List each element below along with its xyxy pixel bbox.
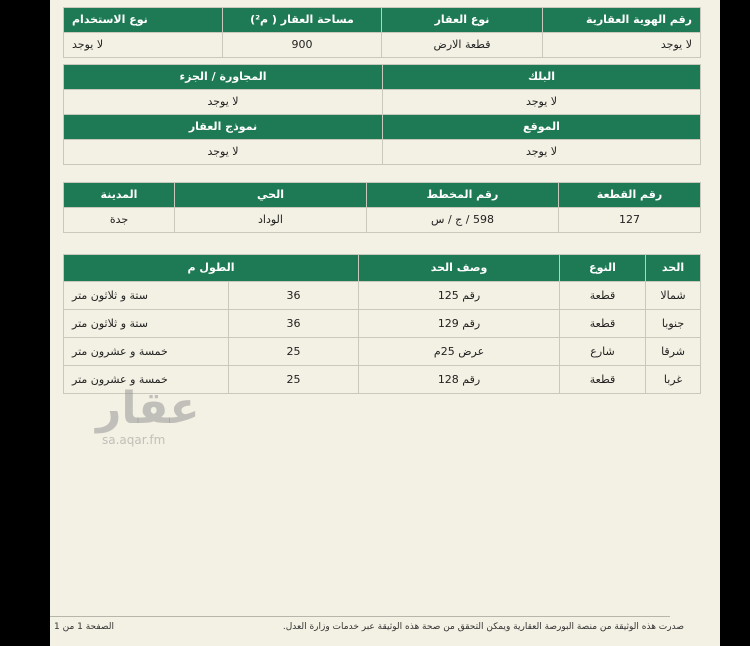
value-neighborhood-part: لا يوجد xyxy=(64,90,383,115)
table-row xyxy=(64,282,701,310)
header-district: الحي xyxy=(175,183,367,208)
header-plan-number: رقم المخطط xyxy=(367,183,559,208)
boundary-length-number: 36 xyxy=(229,282,359,310)
header-property-area: مساحة العقار ( م²) xyxy=(223,8,382,33)
boundary-description: رقم 128 xyxy=(359,366,560,394)
table-row xyxy=(64,338,701,366)
header-boundary-description: وصف الحد xyxy=(359,255,560,282)
boundary-length-text: ستة و ثلاثون متر xyxy=(64,282,229,310)
value-usage-type: لا يوجد xyxy=(64,33,223,58)
value-block: لا يوجد xyxy=(383,90,701,115)
footer-page-number: الصفحة 1 من 1 xyxy=(54,622,114,632)
header-length: الطول م xyxy=(64,255,359,282)
table-row xyxy=(64,310,701,338)
value-plan-number: 598 / ج / س xyxy=(367,208,559,233)
value-property-area: 900 xyxy=(223,33,382,58)
value-property-model: لا يوجد xyxy=(64,140,383,165)
value-city: جدة xyxy=(64,208,175,233)
footer-divider xyxy=(50,616,670,617)
boundaries-table xyxy=(63,254,701,394)
boundary-type: قطعة xyxy=(560,366,646,394)
boundary-type: قطعة xyxy=(560,310,646,338)
boundary-length-text: ستة و ثلاثون متر xyxy=(64,310,229,338)
boundary-length-text: خمسة و عشرون متر xyxy=(64,366,229,394)
boundary-length-number: 36 xyxy=(229,310,359,338)
boundary-side: جنوبا xyxy=(646,310,701,338)
header-block: البلك xyxy=(383,65,701,90)
header-usage-type: نوع الاستخدام xyxy=(64,8,223,33)
value-district: الوداد xyxy=(175,208,367,233)
boundary-length-number: 25 xyxy=(229,338,359,366)
plot-table xyxy=(63,182,701,233)
boundary-description: رقم 125 xyxy=(359,282,560,310)
header-property-id: رقم الهوية العقارية xyxy=(543,8,701,33)
location-table xyxy=(63,64,701,165)
value-property-id: لا يوجد xyxy=(543,33,701,58)
boundary-length-text: خمسة و عشرون متر xyxy=(64,338,229,366)
value-plot-number: 127 xyxy=(559,208,701,233)
watermark-url: sa.aqar.fm xyxy=(102,433,166,447)
header-location: الموقع xyxy=(383,115,701,140)
footer-note: صدرت هذه الوثيقة من منصة البورصة العقارية ويمكن التحقق من صحة هذه الوثيقة عبر خدمات وزارة العدل. xyxy=(282,622,684,632)
property-info-table xyxy=(63,7,701,58)
boundary-side: غربا xyxy=(646,366,701,394)
header-neighborhood-part: المجاورة / الجزء xyxy=(64,65,383,90)
header-property-type: نوع العقار xyxy=(382,8,543,33)
aqar-watermark xyxy=(96,385,200,447)
header-boundary: الحد xyxy=(646,255,701,282)
boundary-length-number: 25 xyxy=(229,366,359,394)
boundary-side: شمالا xyxy=(646,282,701,310)
boundary-type: قطعة xyxy=(560,282,646,310)
watermark-logo-text: عقار xyxy=(96,383,200,434)
boundary-description: عرض 25م xyxy=(359,338,560,366)
value-property-type: قطعة الارض xyxy=(382,33,543,58)
header-boundary-type: النوع xyxy=(560,255,646,282)
boundary-type: شارع xyxy=(560,338,646,366)
boundary-side: شرقا xyxy=(646,338,701,366)
boundary-description: رقم 129 xyxy=(359,310,560,338)
header-property-model: نموذج العقار xyxy=(64,115,383,140)
header-city: المدينة xyxy=(64,183,175,208)
header-plot-number: رقم القطعة xyxy=(559,183,701,208)
value-location: لا يوجد xyxy=(383,140,701,165)
